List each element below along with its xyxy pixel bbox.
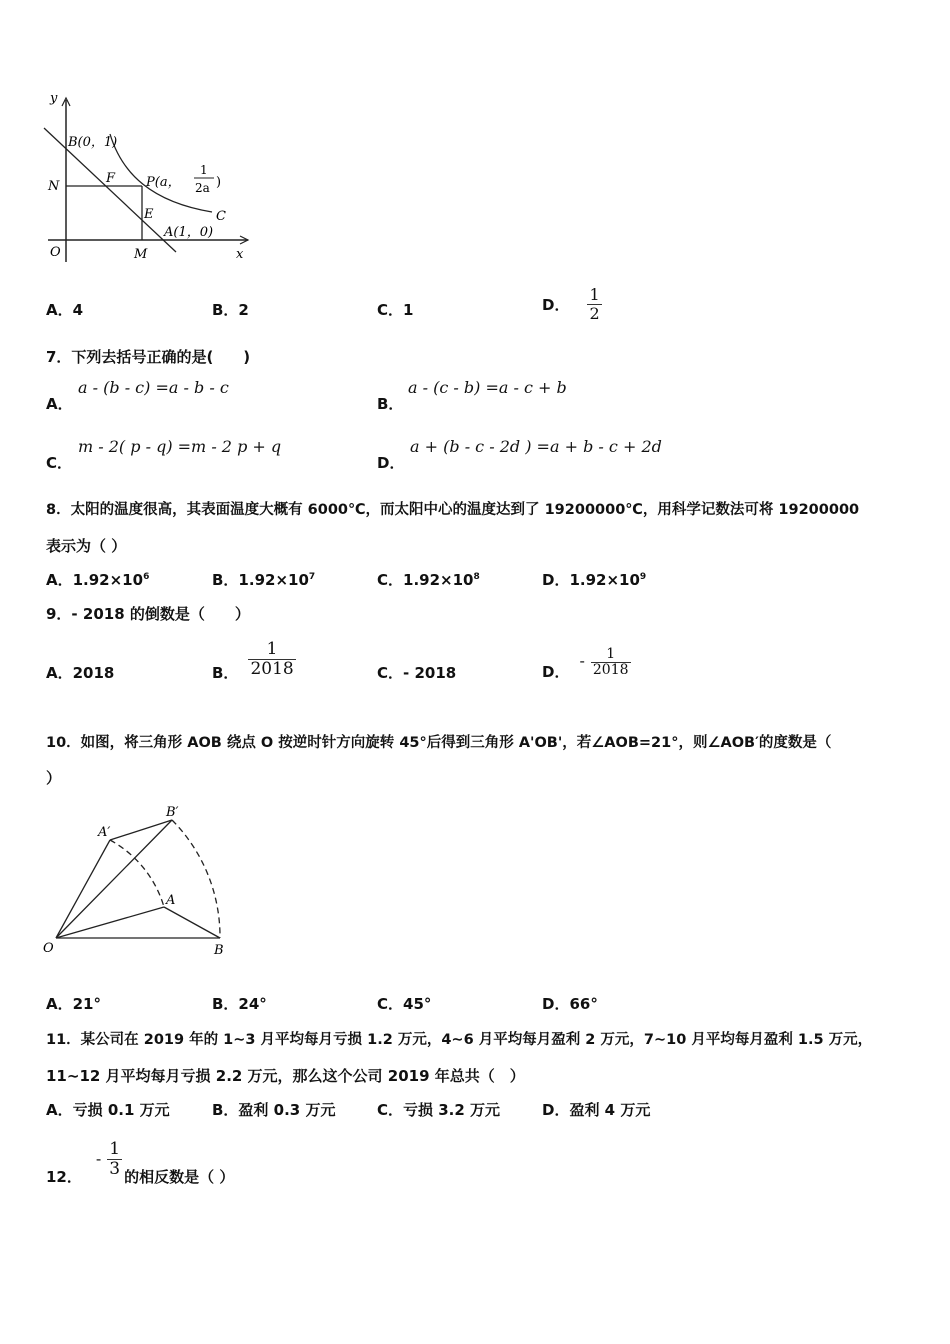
q8-option-d-base: D．1.92×10 [542,571,640,589]
label-p: P(a， [146,175,181,190]
q8-option-b-base: B．1.92×10 [212,571,309,589]
q10-option-b: B．24° [212,995,267,1013]
q8-option-c [377,569,480,590]
label-b-prime: B′ [166,805,179,820]
q9-option-d-fraction [591,647,631,679]
q7-option-d-expression: a + (b - c - 2d ) =a + b - c + 2d [410,437,662,456]
q11-option-b: B．盈利 0.3 万元 [212,1101,336,1119]
q12-fraction [107,1140,122,1178]
label-m: M [134,247,148,262]
q9-option-b [212,636,296,683]
q8-option-a-exponent: 6 [143,572,150,582]
q6-option-d-fraction [587,286,601,322]
q7-option-a-label: A． [46,395,73,413]
q9-option-d [542,643,631,682]
label-y: y [50,92,58,106]
q8-stem-line2: 表示为（ ） [46,537,127,555]
fraction-denominator: 3 [109,1159,121,1179]
label-x: x [236,247,244,262]
q12-suffix: 的相反数是（ ） [124,1168,235,1186]
q11-stem-line1: 11．某公司在 2019 年的 1∼3 月平均每月亏损 1.2 万元，4∼6 月平均每月盈利 2 万元，7∼10 月平均每月盈利 1.5 万元， [46,1032,873,1048]
label-a: A(1，0) [164,225,214,240]
label-f: F [106,171,116,186]
q11-option-a: A．亏损 0.1 万元 [46,1101,170,1119]
q9-option-a: A．2018 [46,664,115,682]
figure-q10-rotated-triangle [40,800,240,960]
fraction-denominator: 2018 [592,662,629,678]
q9-option-b-prefix: B． [212,664,239,682]
q7-option-d-label: D． [377,454,405,472]
fraction-numerator: 1 [266,639,278,660]
q8-option-c-exponent: 8 [473,572,480,582]
q8-stem-line1: 8．太阳的温度很高，其表面温度大概有 6000℃，而太阳中心的温度达到了 19200000℃，用科学记数法可将 19200000 [46,502,860,518]
q8-option-c-base: C．1.92×10 [377,571,474,589]
q8-option-d-exponent: 9 [639,572,647,582]
q9-option-d-sign: - [579,651,585,670]
figure-q6-coordinate-graph [40,92,260,267]
q10-stem-line2: ） [46,769,62,787]
label-p-num: 1 [200,163,208,177]
q8-option-a-base: A．1.92×10 [46,571,144,589]
q7-option-b-label: B． [377,395,404,413]
q6-option-b: B．2 [212,301,249,319]
q7-option-c-label: C． [46,454,73,472]
q12-sign: - [95,1149,102,1168]
label-a-prime: A′ [98,825,111,840]
label-b: B(0，1) [68,135,118,150]
label-o: O [43,941,54,956]
q9-option-d-prefix: D． [542,663,570,681]
q10-option-a: A．21° [46,995,101,1013]
q6-option-a: A．4 [46,301,84,319]
q10-stem-line1: 10．如图，将三角形 AOB 绕点 O 按逆时针方向旋转 45°后得到三角形 A'OB'，若∠AOB=21°，则∠AOB′的度数是（ [46,735,832,751]
q12-number: 12． [46,1168,82,1186]
q8-option-a [46,569,149,590]
curve-c [110,134,212,212]
q12-stem [46,1132,234,1187]
label-p-close: ) [216,175,222,190]
label-n: N [48,179,60,194]
q8-option-b [212,569,315,590]
q8-option-b-exponent: 7 [308,572,316,582]
fraction-denominator: 2 [589,303,600,323]
q11-stem-line2: 11∼12 月平均每月亏损 2.2 万元，那么这个公司 2019 年总共（ ） [46,1067,525,1085]
q9-option-c: C．- 2018 [377,664,457,682]
q9-option-b-fraction [248,640,295,678]
q6-option-c: C．1 [377,301,414,319]
q6-option-d [542,286,602,322]
q10-option-d: D．66° [542,995,598,1013]
q7-option-a-expression: a - (b - c) =a - b - c [78,378,229,397]
label-o: O [50,245,61,260]
fraction-numerator: 1 [589,285,600,304]
q6-option-d-prefix: D． [542,295,570,314]
q7-stem: 7．下列去括号正确的是( ) [46,348,251,366]
label-b: B [214,943,224,958]
label-a: A [166,893,176,908]
fraction-numerator: 1 [606,645,616,662]
q8-option-d [542,569,646,590]
q7-option-c-expression: m - 2( p - q) =m - 2 p + q [78,437,282,456]
q7-option-b-expression: a - (c - b) =a - c + b [408,378,567,397]
q9-stem: 9．- 2018 的倒数是（ ） [46,605,250,623]
label-e: E [144,207,154,222]
label-p-den: 2a [195,181,210,195]
q10-option-c: C．45° [377,995,432,1013]
fraction-denominator: 2018 [250,659,294,679]
q11-option-d: D．盈利 4 万元 [542,1101,651,1119]
label-c: C [216,209,226,224]
q11-option-c: C．亏损 3.2 万元 [377,1101,501,1119]
fraction-numerator: 1 [109,1139,121,1160]
